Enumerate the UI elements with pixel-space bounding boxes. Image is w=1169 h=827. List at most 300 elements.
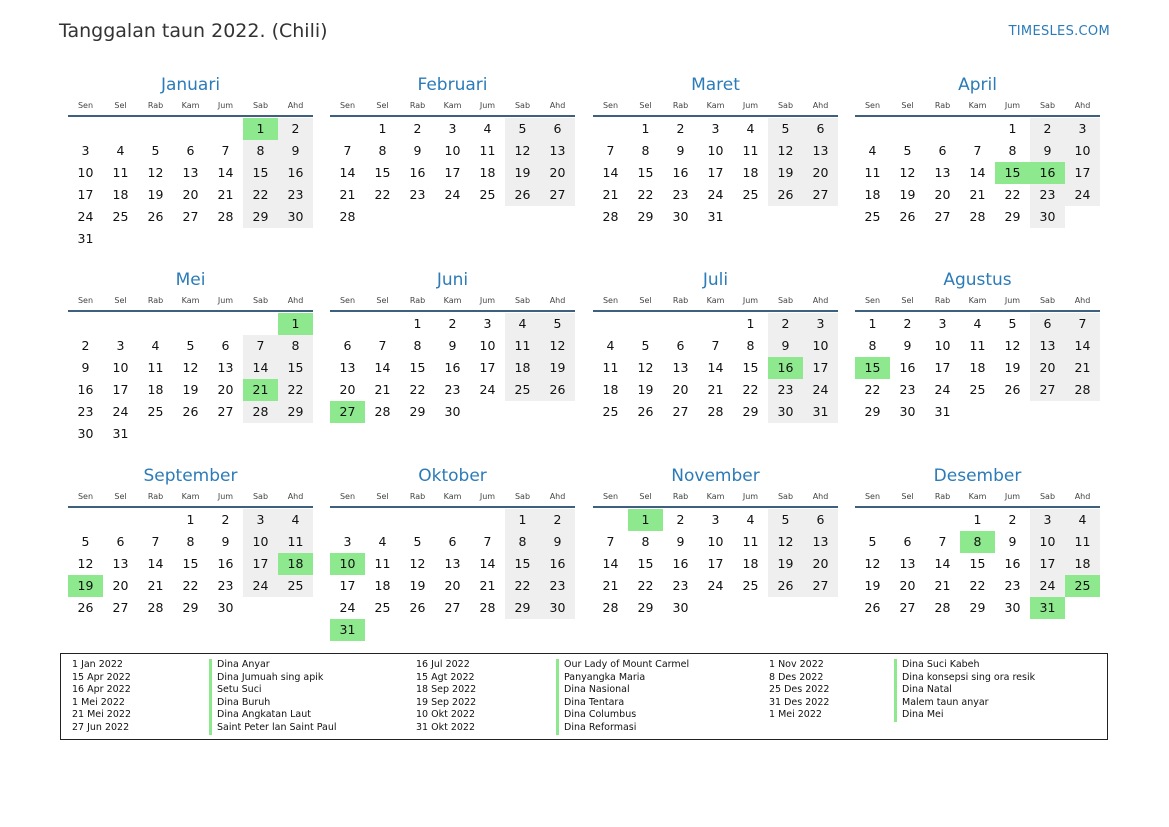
day-cell: 10: [707, 534, 724, 549]
empty-cell: [400, 509, 435, 531]
day-cell: 30: [1004, 600, 1021, 615]
weekday-header: Ahd: [812, 492, 829, 501]
day-cell: 26: [147, 209, 164, 224]
weekday-header: Sel: [376, 296, 389, 305]
day-cell: 10: [243, 531, 278, 553]
month-desember: [855, 463, 1100, 619]
legend-holiday-name: Dina Mei: [894, 709, 1035, 722]
day-grid: [330, 118, 575, 228]
day-cell: 6: [116, 534, 125, 549]
month-divider: [855, 506, 1100, 508]
weekday-header: Kam: [968, 492, 987, 501]
day-cell: 21: [147, 578, 164, 593]
day-cell: 3: [938, 316, 947, 331]
day-cell: 10: [707, 143, 724, 158]
day-cell: 6: [540, 118, 575, 140]
empty-cell: [103, 118, 138, 140]
day-cell: 17: [112, 382, 129, 397]
legend-holiday-name: Dina Angkatan Laut: [209, 709, 337, 722]
day-cell: 30: [672, 209, 689, 224]
day-cell: 15: [182, 556, 199, 571]
day-cell: 16: [217, 556, 234, 571]
month-april: [855, 72, 1100, 228]
day-cell: 1: [1008, 121, 1017, 136]
day-cell: 13: [540, 140, 575, 162]
day-cell: 17: [479, 360, 496, 375]
day-cell: 10: [803, 335, 838, 357]
day-cell: 4: [973, 316, 982, 331]
day-cell: 15: [969, 556, 986, 571]
day-cell: 2: [448, 316, 457, 331]
day-cell: 23: [768, 379, 803, 401]
empty-cell: [68, 313, 103, 335]
day-cell: 16: [409, 165, 426, 180]
weekday-header: Sel: [901, 492, 914, 501]
day-cell: 2: [676, 512, 685, 527]
day-cell: 3: [1030, 509, 1065, 531]
weekday-header: Rab: [147, 101, 164, 110]
day-cell: 20: [899, 578, 916, 593]
day-cell: 28: [969, 209, 986, 224]
day-grid: [330, 313, 575, 423]
day-cell: 3: [448, 121, 457, 136]
day-cell: 6: [803, 509, 838, 531]
day-cell: 31: [934, 404, 951, 419]
weekday-header: Sel: [639, 101, 652, 110]
day-cell: 29: [969, 600, 986, 615]
legend-date: 10 Okt 2022: [416, 709, 476, 721]
weekday-header: Rab: [672, 101, 689, 110]
day-cell: 19: [182, 382, 199, 397]
empty-cell: [855, 118, 890, 140]
day-cell: 6: [186, 143, 195, 158]
day-cell: 7: [606, 143, 615, 158]
month-name: Februari: [417, 75, 488, 95]
weekday-header: Ahd: [549, 296, 566, 305]
day-cell: 16: [672, 165, 689, 180]
day-cell: 28: [934, 600, 951, 615]
weekday-header: Sen: [77, 101, 94, 110]
holiday-day-cell: 8: [960, 531, 995, 553]
day-cell: 10: [112, 360, 129, 375]
day-cell: 14: [1065, 335, 1100, 357]
day-cell: 8: [413, 338, 422, 353]
day-cell: 3: [243, 509, 278, 531]
day-cell: 30: [899, 404, 916, 419]
empty-cell: [138, 118, 173, 140]
month-name: Maret: [691, 75, 740, 95]
month-oktober: [330, 463, 575, 641]
day-cell: 13: [899, 556, 916, 571]
day-cell: 4: [746, 512, 755, 527]
day-cell: 23: [217, 578, 234, 593]
day-cell: 10: [479, 338, 496, 353]
day-cell: 26: [768, 575, 803, 597]
day-cell: 20: [934, 187, 951, 202]
month-januari: [68, 72, 313, 250]
day-cell: 24: [1065, 184, 1100, 206]
day-cell: 3: [343, 534, 352, 549]
day-cell: 5: [151, 143, 160, 158]
empty-cell: [103, 509, 138, 531]
month-name: April: [958, 75, 997, 95]
day-cell: 11: [864, 165, 881, 180]
day-cell: 2: [278, 118, 313, 140]
day-cell: 1: [505, 509, 540, 531]
day-cell: 27: [540, 184, 575, 206]
weekday-header-row: [68, 489, 313, 505]
day-cell: 21: [217, 187, 234, 202]
day-cell: 4: [278, 509, 313, 531]
month-name: Oktober: [418, 466, 487, 486]
weekday-header-row: [330, 98, 575, 114]
holiday-day-cell: 25: [1065, 575, 1100, 597]
month-september: [68, 463, 313, 619]
day-cell: 9: [448, 338, 457, 353]
day-cell: 20: [182, 187, 199, 202]
day-cell: 28: [1065, 379, 1100, 401]
day-cell: 14: [339, 165, 356, 180]
weekday-header-row: [855, 293, 1100, 309]
day-cell: 22: [409, 382, 426, 397]
empty-cell: [330, 509, 365, 531]
day-cell: 29: [243, 206, 278, 228]
weekday-header: Ahd: [549, 101, 566, 110]
day-cell: 5: [505, 118, 540, 140]
day-cell: 27: [217, 404, 234, 419]
weekday-header: Jum: [742, 101, 759, 110]
day-cell: 17: [1065, 162, 1100, 184]
weekday-header: Rab: [934, 296, 951, 305]
day-cell: 18: [742, 165, 759, 180]
day-cell: 18: [742, 556, 759, 571]
day-cell: 25: [147, 404, 164, 419]
day-cell: 15: [243, 162, 278, 184]
day-cell: 29: [637, 600, 654, 615]
holiday-day-cell: 31: [330, 619, 365, 641]
day-cell: 16: [672, 556, 689, 571]
day-cell: 7: [938, 534, 947, 549]
day-cell: 27: [112, 600, 129, 615]
weekday-header: Sen: [864, 296, 881, 305]
day-cell: 22: [278, 379, 313, 401]
day-cell: 3: [483, 316, 492, 331]
weekday-header: Kam: [443, 101, 462, 110]
day-cell: 25: [864, 209, 881, 224]
day-cell: 2: [676, 121, 685, 136]
day-cell: 17: [243, 553, 278, 575]
day-cell: 27: [182, 209, 199, 224]
holiday-day-cell: 21: [243, 379, 278, 401]
weekday-header: Sab: [514, 296, 531, 305]
empty-cell: [663, 313, 698, 335]
month-name: Januari: [160, 75, 221, 95]
day-cell: 19: [864, 578, 881, 593]
day-cell: 6: [221, 338, 230, 353]
day-cell: 31: [707, 209, 724, 224]
day-cell: 6: [903, 534, 912, 549]
day-cell: 5: [868, 534, 877, 549]
day-cell: 7: [1065, 313, 1100, 335]
empty-cell: [173, 118, 208, 140]
day-cell: 14: [374, 360, 391, 375]
day-cell: 29: [278, 401, 313, 423]
day-cell: 20: [112, 578, 129, 593]
day-cell: 8: [746, 338, 755, 353]
weekday-header: Kam: [443, 296, 462, 305]
day-cell: 20: [217, 382, 234, 397]
weekday-header: Kam: [443, 492, 462, 501]
day-cell: 20: [803, 162, 838, 184]
day-cell: 23: [278, 184, 313, 206]
weekday-header: Sen: [77, 492, 94, 501]
day-cell: 21: [602, 578, 619, 593]
day-cell: 20: [672, 382, 689, 397]
weekday-header: Ahd: [287, 101, 304, 110]
month-name: September: [143, 466, 238, 486]
day-cell: 23: [899, 382, 916, 397]
weekday-header: Sen: [864, 101, 881, 110]
day-cell: 12: [409, 556, 426, 571]
holiday-day-cell: 18: [278, 553, 313, 575]
weekday-header: Sen: [602, 296, 619, 305]
day-cell: 4: [868, 143, 877, 158]
day-cell: 19: [540, 357, 575, 379]
day-cell: 19: [768, 553, 803, 575]
day-cell: 21: [969, 187, 986, 202]
holiday-day-cell: 16: [768, 357, 803, 379]
day-grid: [68, 509, 313, 619]
day-cell: 30: [540, 597, 575, 619]
day-grid: [593, 313, 838, 423]
day-cell: 9: [1030, 140, 1065, 162]
brand-link[interactable]: TIMESLES.COM: [1008, 24, 1110, 39]
day-cell: 19: [637, 382, 654, 397]
day-cell: 27: [803, 575, 838, 597]
day-cell: 22: [742, 382, 759, 397]
day-cell: 19: [1004, 360, 1021, 375]
day-cell: 13: [672, 360, 689, 375]
weekday-header: Jum: [479, 492, 496, 501]
day-cell: 2: [1030, 118, 1065, 140]
day-cell: 24: [444, 187, 461, 202]
weekday-header: Rab: [672, 492, 689, 501]
empty-cell: [593, 118, 628, 140]
day-cell: 11: [374, 556, 391, 571]
weekday-header: Sel: [114, 101, 127, 110]
day-cell: 27: [1030, 379, 1065, 401]
day-cell: 9: [903, 338, 912, 353]
day-cell: 15: [505, 553, 540, 575]
day-cell: 12: [505, 140, 540, 162]
day-cell: 31: [803, 401, 838, 423]
day-cell: 26: [1004, 382, 1021, 397]
day-cell: 23: [540, 575, 575, 597]
day-cell: 24: [339, 600, 356, 615]
weekday-header: Jum: [217, 101, 234, 110]
empty-cell: [68, 118, 103, 140]
day-cell: 18: [505, 357, 540, 379]
legend-holiday-name: Malem taun anyar: [894, 697, 1035, 710]
weekday-header-row: [855, 489, 1100, 505]
day-cell: 13: [803, 140, 838, 162]
day-grid: [330, 509, 575, 641]
legend-name-column: [209, 659, 337, 735]
empty-cell: [330, 313, 365, 335]
day-cell: 4: [151, 338, 160, 353]
day-cell: 25: [742, 187, 759, 202]
day-cell: 18: [864, 187, 881, 202]
day-cell: 8: [1008, 143, 1017, 158]
legend-holiday-name: Dina Columbus: [556, 709, 689, 722]
day-cell: 30: [278, 206, 313, 228]
day-cell: 3: [1065, 118, 1100, 140]
day-cell: 29: [505, 597, 540, 619]
holiday-day-cell: 15: [995, 162, 1030, 184]
month-name: Agustus: [943, 270, 1012, 290]
legend-date: 1 Mei 2022: [769, 709, 822, 721]
legend-holiday-name: Panyangka Maria: [556, 672, 689, 685]
day-cell: 22: [505, 575, 540, 597]
day-grid: [855, 509, 1100, 619]
day-cell: 6: [938, 143, 947, 158]
day-cell: 13: [339, 360, 356, 375]
weekday-header: Kam: [968, 296, 987, 305]
weekday-header: Sen: [77, 296, 94, 305]
weekday-header: Ahd: [549, 492, 566, 501]
holiday-day-cell: 27: [330, 401, 365, 423]
day-cell: 11: [479, 143, 496, 158]
day-cell: 26: [899, 209, 916, 224]
day-cell: 26: [409, 600, 426, 615]
weekday-header: Sab: [1039, 101, 1056, 110]
day-cell: 24: [803, 379, 838, 401]
weekday-header: Ahd: [287, 296, 304, 305]
day-cell: 26: [77, 600, 94, 615]
month-divider: [330, 310, 575, 312]
day-cell: 1: [868, 316, 877, 331]
empty-cell: [698, 313, 733, 335]
day-cell: 24: [707, 578, 724, 593]
day-cell: 17: [339, 578, 356, 593]
day-cell: 3: [711, 512, 720, 527]
weekday-header: Sel: [114, 296, 127, 305]
day-cell: 7: [973, 143, 982, 158]
empty-cell: [593, 509, 628, 531]
weekday-header: Rab: [409, 101, 426, 110]
weekday-header: Sel: [114, 492, 127, 501]
month-mei: [68, 267, 313, 445]
day-cell: 7: [243, 335, 278, 357]
month-divider: [593, 506, 838, 508]
day-cell: 27: [444, 600, 461, 615]
holiday-day-cell: 1: [278, 313, 313, 335]
legend-date: 15 Agt 2022: [416, 671, 475, 683]
holiday-day-cell: 31: [1030, 597, 1065, 619]
legend-date: 16 Apr 2022: [72, 684, 131, 696]
day-cell: 8: [505, 531, 540, 553]
legend-date: 21 Mei 2022: [72, 709, 131, 721]
day-cell: 21: [1065, 357, 1100, 379]
day-cell: 18: [112, 187, 129, 202]
day-cell: 30: [768, 401, 803, 423]
day-cell: 12: [637, 360, 654, 375]
day-cell: 14: [602, 165, 619, 180]
month-februari: [330, 72, 575, 228]
day-cell: 28: [479, 600, 496, 615]
day-cell: 12: [77, 556, 94, 571]
weekday-header: Sel: [639, 492, 652, 501]
day-cell: 25: [112, 209, 129, 224]
day-cell: 2: [768, 313, 803, 335]
weekday-header: Kam: [706, 492, 725, 501]
day-cell: 18: [1065, 553, 1100, 575]
day-cell: 17: [707, 165, 724, 180]
weekday-header: Sab: [252, 296, 269, 305]
day-cell: 11: [1065, 531, 1100, 553]
day-grid: [855, 118, 1100, 228]
empty-cell: [103, 313, 138, 335]
month-maret: [593, 72, 838, 228]
day-cell: 28: [147, 600, 164, 615]
weekday-header: Ahd: [1074, 296, 1091, 305]
weekday-header: Ahd: [1074, 492, 1091, 501]
day-cell: 25: [742, 578, 759, 593]
day-cell: 17: [1030, 553, 1065, 575]
weekday-header-row: [68, 98, 313, 114]
day-cell: 5: [641, 338, 650, 353]
weekday-header: Sen: [339, 296, 356, 305]
day-cell: 10: [1065, 140, 1100, 162]
day-cell: 29: [1004, 209, 1021, 224]
day-cell: 9: [540, 531, 575, 553]
day-cell: 30: [444, 404, 461, 419]
page-title: Tanggalan taun 2022. (Chili): [59, 20, 328, 42]
weekday-header: Jum: [479, 296, 496, 305]
day-cell: 22: [969, 578, 986, 593]
weekday-header: Rab: [147, 296, 164, 305]
day-cell: 7: [378, 338, 387, 353]
empty-cell: [470, 509, 505, 531]
legend-date: 25 Des 2022: [769, 684, 830, 696]
day-cell: 5: [1008, 316, 1017, 331]
weekday-header: Sab: [514, 492, 531, 501]
day-cell: 10: [1030, 531, 1065, 553]
day-cell: 28: [602, 209, 619, 224]
month-divider: [593, 310, 838, 312]
day-cell: 17: [77, 187, 94, 202]
day-cell: 24: [1030, 575, 1065, 597]
legend-holiday-name: Dina Tentara: [556, 697, 689, 710]
weekday-header: Jum: [1004, 492, 1021, 501]
day-cell: 12: [1004, 338, 1021, 353]
day-cell: 22: [243, 184, 278, 206]
day-cell: 31: [77, 231, 94, 246]
weekday-header: Kam: [706, 101, 725, 110]
legend-holiday-name: Dina Natal: [894, 684, 1035, 697]
day-cell: 30: [1030, 206, 1065, 228]
month-divider: [68, 310, 313, 312]
day-cell: 13: [1030, 335, 1065, 357]
month-name: November: [671, 466, 760, 486]
legend-date: 1 Mei 2022: [72, 696, 125, 708]
day-cell: 9: [81, 360, 90, 375]
weekday-header: Kam: [181, 101, 200, 110]
day-cell: 26: [768, 184, 803, 206]
day-grid: [68, 313, 313, 445]
weekday-header: Ahd: [812, 101, 829, 110]
day-cell: 13: [112, 556, 129, 571]
